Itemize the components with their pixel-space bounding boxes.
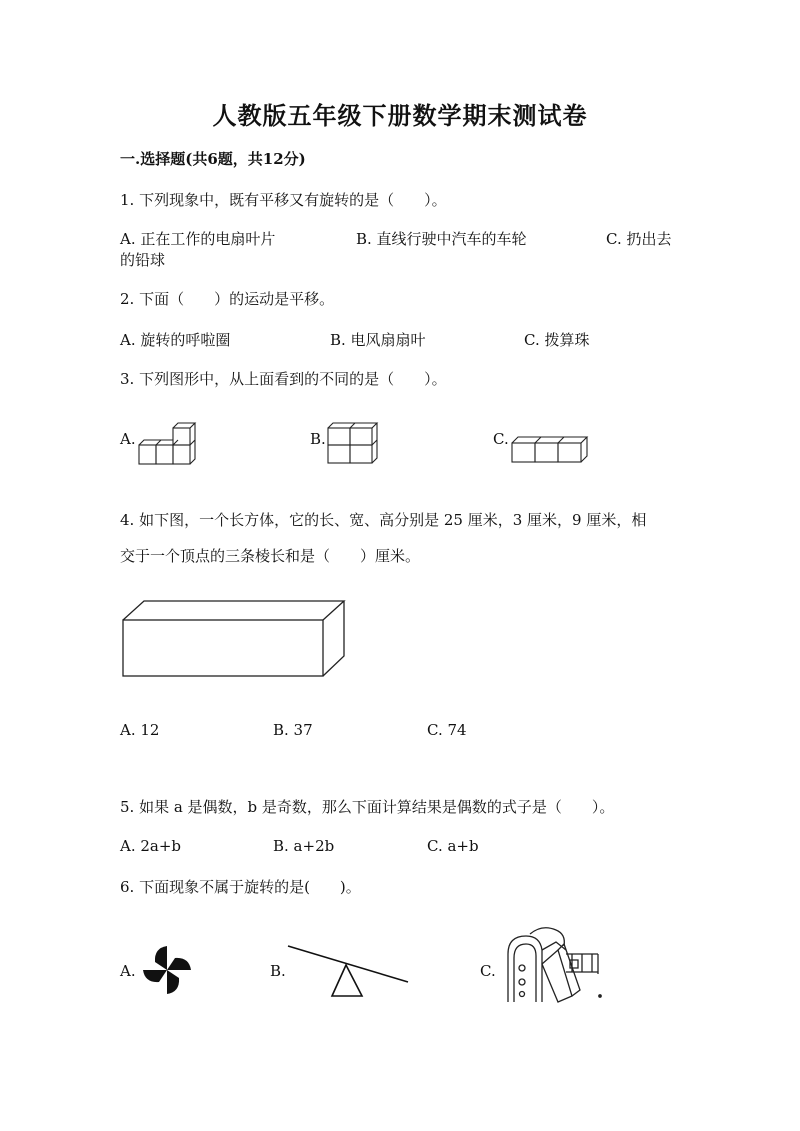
question-2-stem: 2. 下面（ ）的运动是平移。 xyxy=(120,290,335,308)
pinwheel-icon xyxy=(138,942,196,998)
q1-option-c[interactable]: C. 扔出去 xyxy=(606,230,672,248)
cube-stack-figure-a xyxy=(136,420,198,468)
q1-option-b[interactable]: B. 直线行驶中汽车的车轮 xyxy=(356,230,527,248)
q6-option-b[interactable]: B. xyxy=(270,962,286,980)
page-title: 人教版五年级下册数学期末测试卷 xyxy=(212,101,588,130)
q1-option-a[interactable]: A. 正在工作的电扇叶片 xyxy=(120,230,276,248)
cube-row-figure-c xyxy=(509,434,593,466)
section-heading: 一.选择题(共6题，共12分) xyxy=(120,150,306,168)
q4-option-b[interactable]: B. 37 xyxy=(273,721,313,739)
q5-option-b[interactable]: B. a+2b xyxy=(273,837,335,855)
q6-option-a[interactable]: A. xyxy=(120,962,136,980)
q3-option-c[interactable]: C. xyxy=(493,430,509,448)
q2-option-c[interactable]: C. 拨算珠 xyxy=(524,331,590,349)
question-6-stem: 6. 下面现象不属于旋转的是( )。 xyxy=(120,878,361,896)
question-3-stem: 3. 下列图形中，从上面看到的不同的是（ ）。 xyxy=(120,370,447,388)
question-5-stem: 5. 如果 a 是偶数，b 是奇数，那么下面计算结果是偶数的式子是（ ）。 xyxy=(120,798,615,816)
question-4-stem-line1: 4. 如下图，一个长方体，它的长、宽、高分别是 25 厘米，3 厘米，9 厘米，相 xyxy=(120,511,647,529)
q3-option-a[interactable]: A. xyxy=(120,430,136,448)
q4-option-a[interactable]: A. 12 xyxy=(120,721,160,739)
q2-option-b[interactable]: B. 电风扇扇叶 xyxy=(330,331,426,349)
seesaw-icon xyxy=(286,942,412,1000)
question-4-stem-line2: 交于一个顶点的三条棱长和是（ ）厘米。 xyxy=(120,547,421,565)
q1-option-c-continued: 的铅球 xyxy=(120,251,166,269)
question-1-stem: 1. 下列现象中，既有平移又有旋转的是（ ）。 xyxy=(120,191,447,209)
q4-option-c[interactable]: C. 74 xyxy=(427,721,467,739)
q6-option-c[interactable]: C. xyxy=(480,962,496,980)
cuboid-figure xyxy=(120,598,346,680)
q3-option-b[interactable]: B. xyxy=(310,430,326,448)
q2-option-a[interactable]: A. 旋转的呼啦圈 xyxy=(120,331,231,349)
cube-stack-figure-b xyxy=(325,422,381,466)
q5-option-a[interactable]: A. 2a+b xyxy=(120,837,182,855)
q5-option-c[interactable]: C. a+b xyxy=(427,837,479,855)
playground-slide-icon xyxy=(500,924,606,1004)
